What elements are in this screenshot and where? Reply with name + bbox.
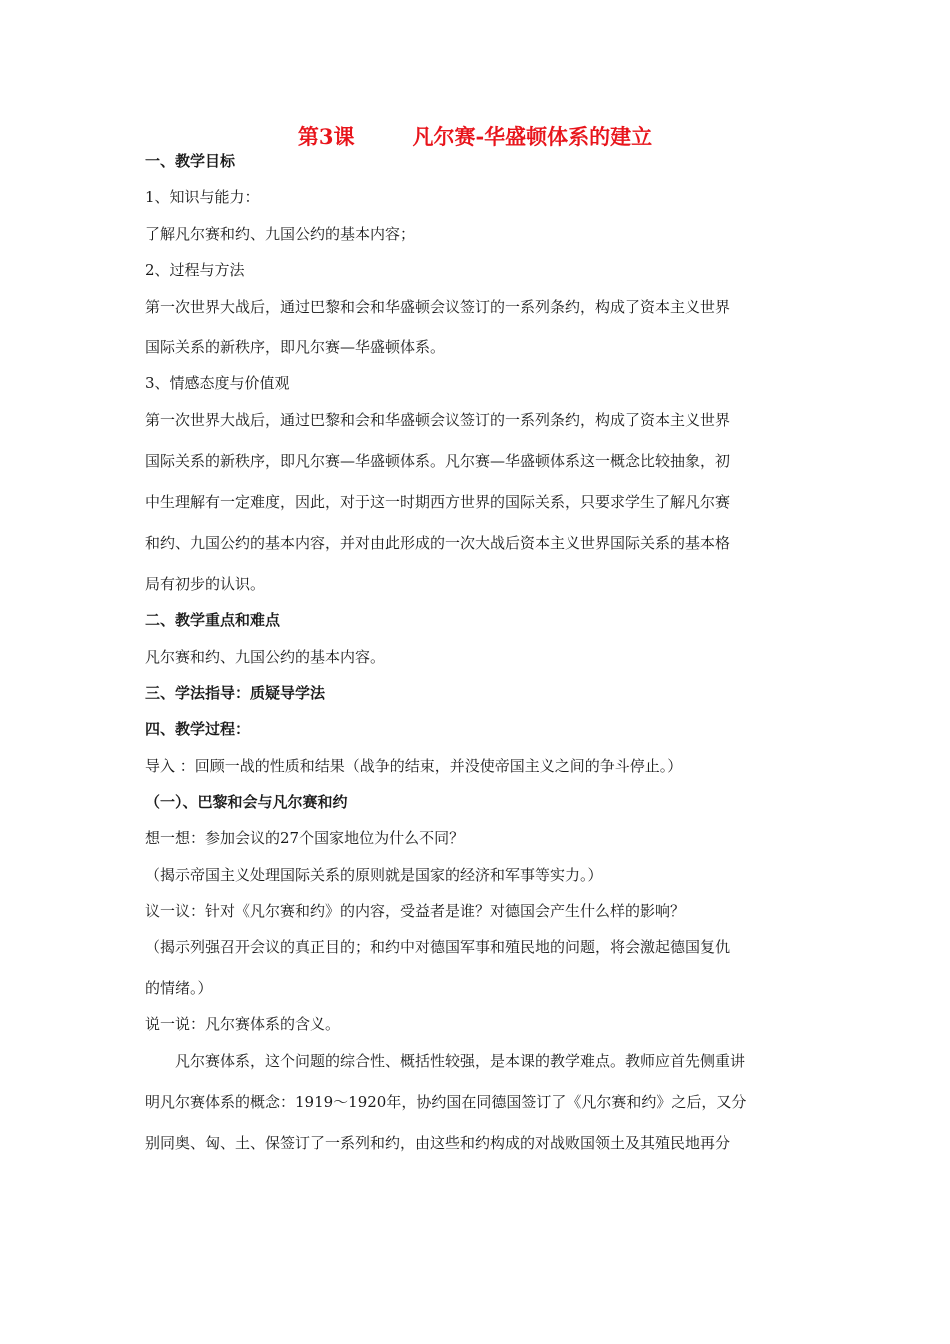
paragraph-line: 了解凡尔赛和约、九国公约的基本内容；: [145, 225, 416, 243]
paragraph-line: 说一说：凡尔赛体系的含义。: [145, 1015, 341, 1033]
paragraph-line: 的情绪。）: [145, 979, 213, 997]
paragraph-line: 别同奥、匈、土、保签订了一系列和约，由这些和约构成的对战败国领土及其殖民地再分: [145, 1134, 731, 1152]
paragraph-line: 凡尔赛和约、九国公约的基本内容。: [145, 648, 386, 666]
subheading-process: 2、过程与方法: [145, 261, 245, 279]
paragraph-line: 第一次世界大战后，通过巴黎和会和华盛顿会议签订的一系列条约，构成了资本主义世界: [145, 298, 731, 316]
paragraph-line: 中生理解有一定难度，因此，对于这一时期西方世界的国际关系，只要求学生了解凡尔赛: [145, 493, 731, 511]
paragraph-line: 和约、九国公约的基本内容，并对由此形成的一次大战后资本主义世界国际关系的基本格: [145, 534, 731, 552]
paragraph-line: 想一想：参加会议的27个国家地位为什么不同？: [145, 829, 465, 847]
paragraph-line: （揭示帝国主义处理国际关系的原则就是国家的经济和军事等实力。）: [145, 866, 603, 884]
subheading-attitude: 3、情感态度与价值观: [145, 374, 290, 392]
paragraph-line: 议一议：针对《凡尔赛和约》的内容，受益者是谁？对德国会产生什么样的影响？: [145, 902, 686, 920]
lesson-number: 第3课: [297, 124, 355, 149]
subheading-knowledge: 1、知识与能力：: [145, 188, 260, 206]
paragraph-line: 凡尔赛体系，这个问题的综合性、概括性较强，是本课的教学难点。教师应首先侧重讲: [175, 1052, 746, 1070]
heading-study-method: 三、学法指导：质疑导学法: [145, 684, 326, 702]
paragraph-line: 第一次世界大战后，通过巴黎和会和华盛顿会议签订的一系列条约，构成了资本主义世界: [145, 411, 731, 429]
paragraph-line: 明凡尔赛体系的概念：1919～1920年，协约国在同德国签订了《凡尔赛和约》之后，又分: [145, 1093, 747, 1111]
page-title: [0, 123, 950, 151]
heading-paris-conference: （一）、巴黎和会与凡尔赛和约: [145, 793, 348, 811]
lesson-name: 凡尔赛-华盛顿体系的建立: [412, 124, 653, 149]
heading-teaching-process: 四、教学过程：: [145, 720, 251, 738]
paragraph-line: 国际关系的新秩序，即凡尔赛—华盛顿体系。: [145, 338, 446, 356]
heading-key-points: 二、教学重点和难点: [145, 611, 281, 629]
paragraph-line: （揭示列强召开会议的真正目的；和约中对德国军事和殖民地的问题，将会激起德国复仇: [145, 938, 731, 956]
paragraph-line: 局有初步的认识。: [145, 575, 266, 593]
heading-teaching-goals: 一、教学目标: [145, 152, 236, 170]
paragraph-line: 导入 ：回顾一战的性质和结果（战争的结束，并没使帝国主义之间的争斗停止。）: [145, 757, 683, 775]
paragraph-line: 国际关系的新秩序，即凡尔赛—华盛顿体系。凡尔赛—华盛顿体系这一概念比较抽象，初: [145, 452, 731, 470]
